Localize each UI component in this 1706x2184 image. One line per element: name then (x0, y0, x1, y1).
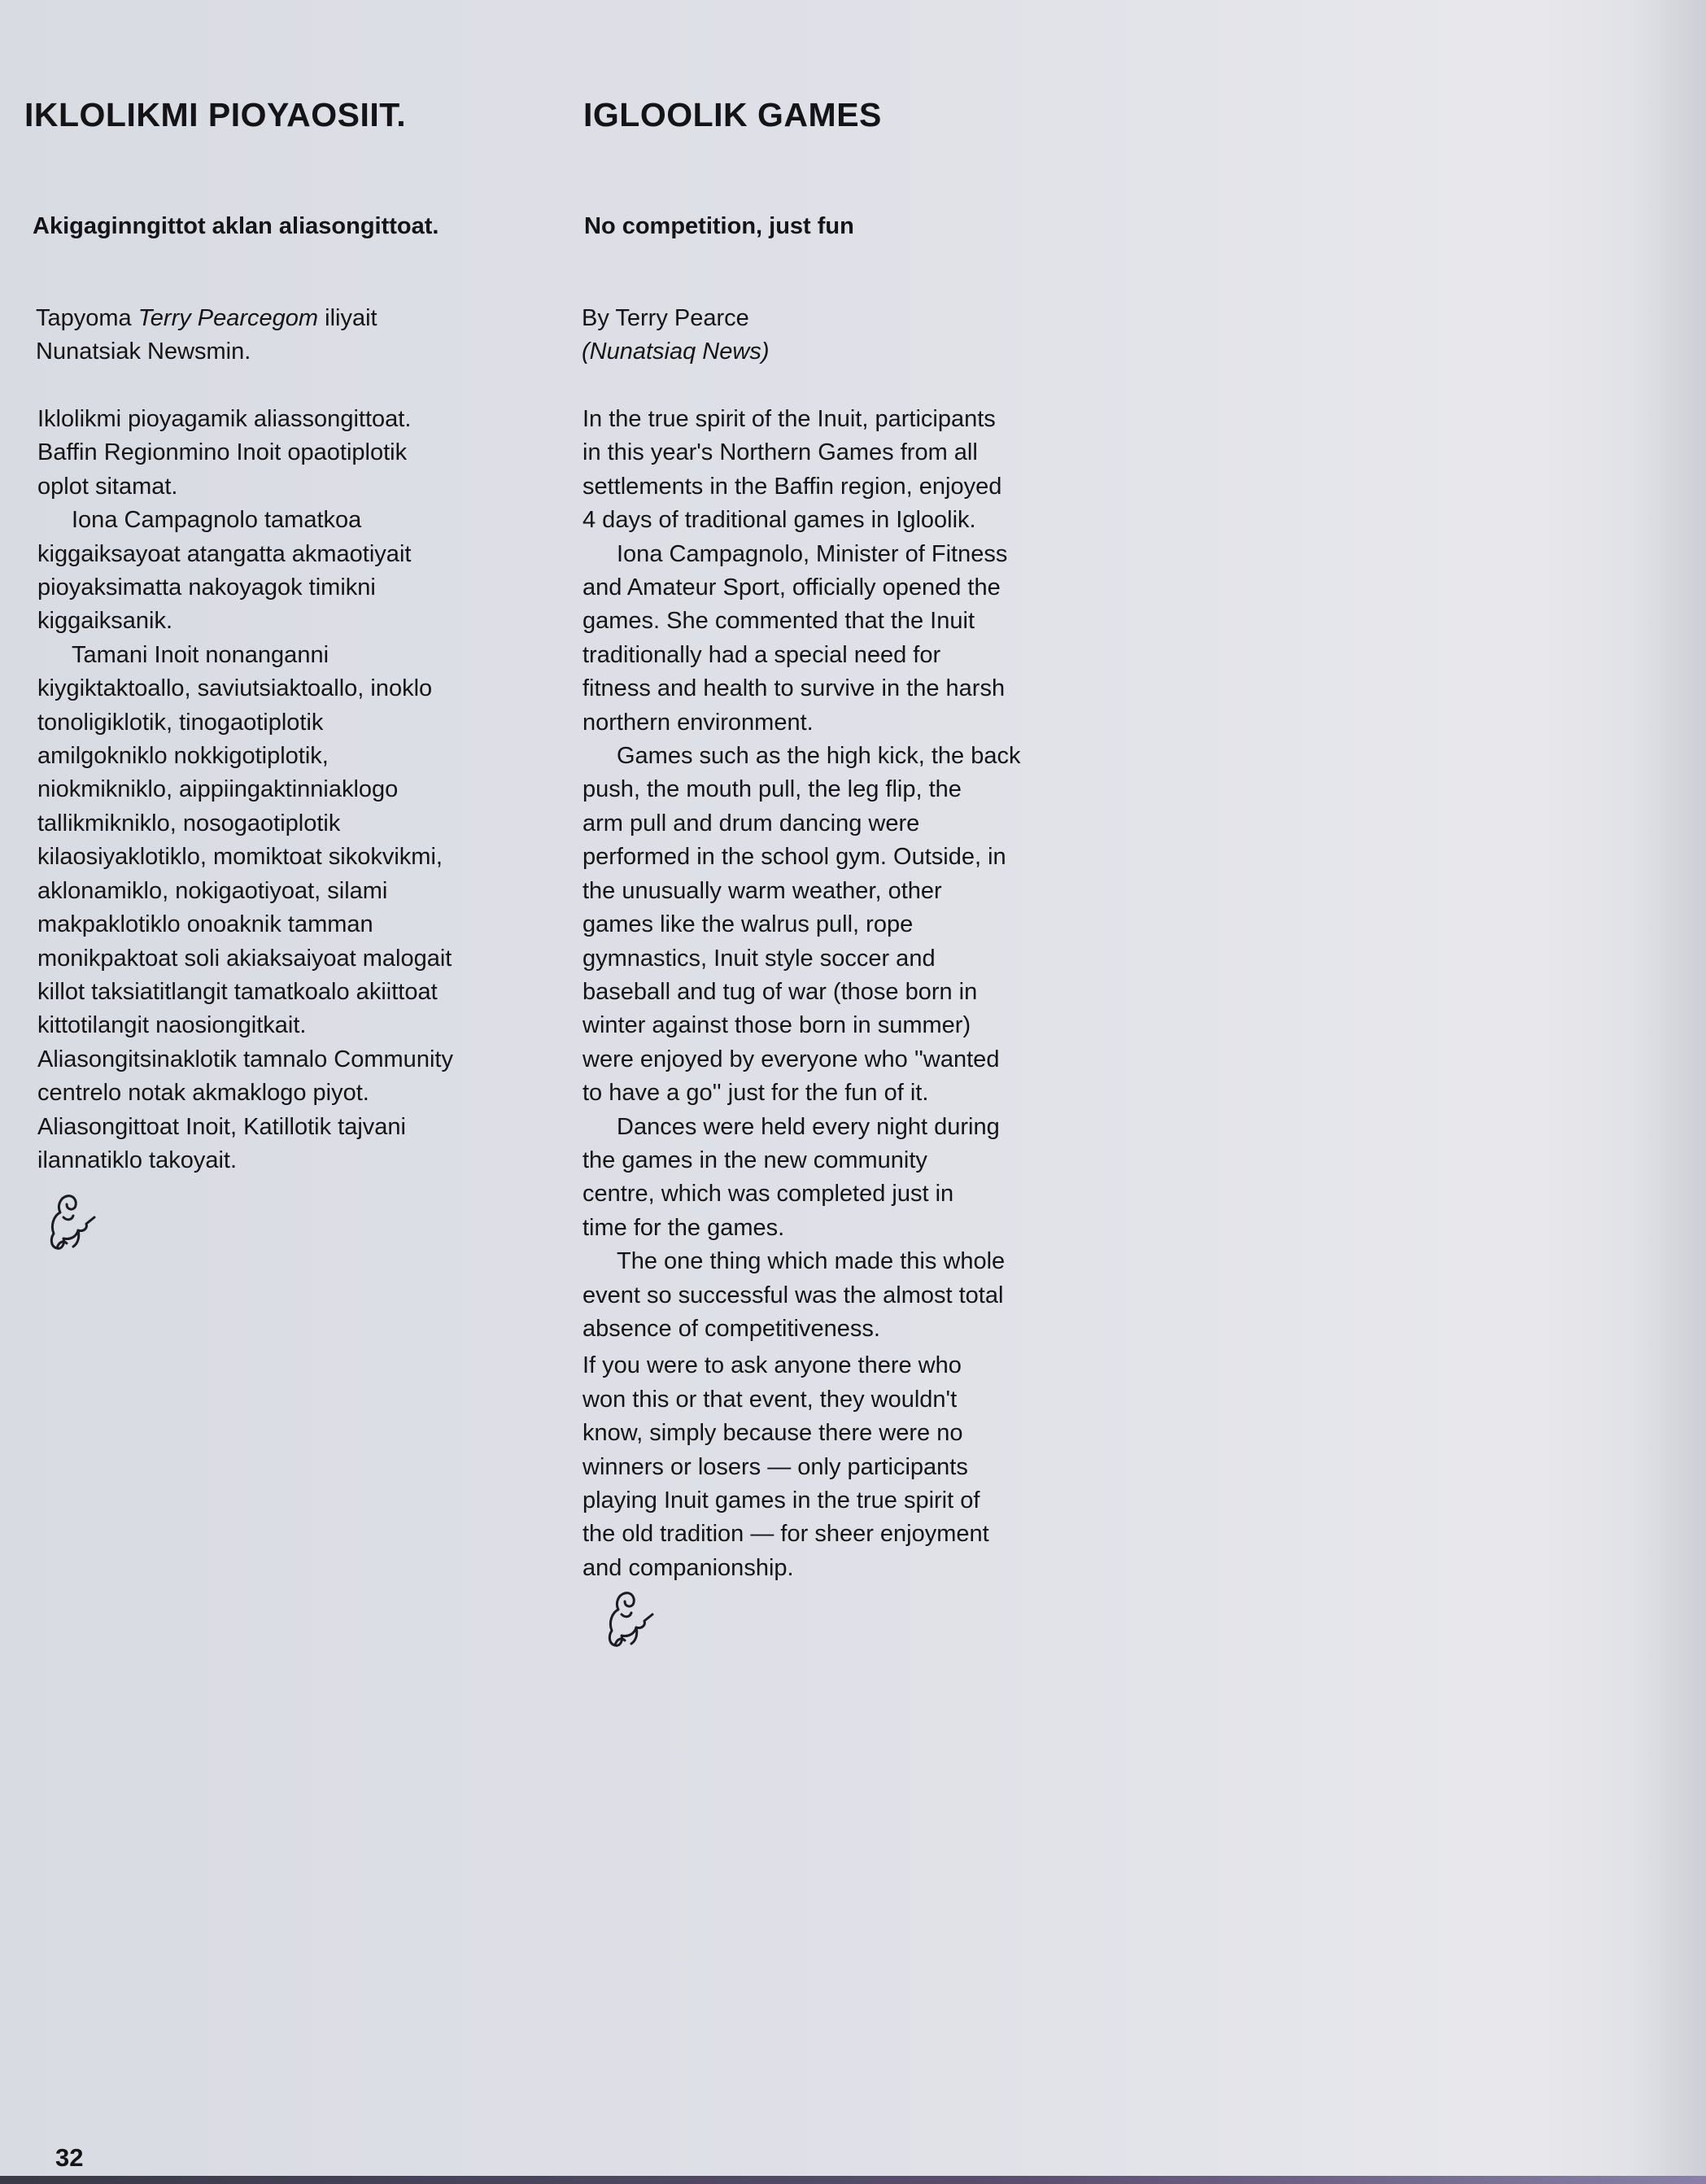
left-body-line: pioyaksimatta nakoyagok timikni (37, 574, 376, 601)
left-byline-author: Terry Pearcegom (137, 305, 319, 331)
left-byline-suffix: iliyait (318, 305, 377, 331)
right-body-line: If you were to ask anyone there who (582, 1352, 962, 1379)
right-subheading: No competition, just fun (584, 213, 854, 239)
left-body-line: Iona Campagnolo tamatkoa (72, 507, 362, 534)
left-body-line: makpaklotiklo onoaknik tamman (37, 911, 373, 938)
right-body-line: performed in the school gym. Outside, in (582, 844, 1006, 871)
right-byline (582, 302, 769, 369)
left-body-line: Tamani Inoit nonanganni (72, 641, 329, 668)
left-byline-prefix: Tapyoma (36, 305, 138, 331)
right-body-line: were enjoyed by everyone who ''wanted (582, 1046, 1000, 1072)
right-body-line: Games such as the high kick, the back (617, 743, 1021, 770)
left-body-line: kittotilangit naosiongitkait. (37, 1012, 307, 1039)
right-body-line: and Amateur Sport, officially opened the (582, 574, 1001, 601)
right-body-line: baseball and tug of war (those born in (582, 978, 978, 1005)
left-body-line: aklonamiklo, nokigaotiyoat, silami (37, 877, 388, 904)
left-body-line: Aliasongittoat Inoit, Katillotik tajvani (37, 1113, 406, 1140)
left-body-line: Iklolikmi pioyagamik aliassongittoat. (37, 406, 412, 432)
right-body-line: Dances were held every night during (617, 1113, 1000, 1140)
right-heading: IGLOOLIK GAMES (583, 96, 882, 133)
end-mark-icon (600, 1587, 657, 1652)
right-body-line: games like the walrus pull, rope (582, 911, 914, 938)
right-body-line: settlements in the Baffin region, enjoyed (582, 473, 1002, 500)
right-body-line: won this or that event, they wouldn't (582, 1386, 958, 1413)
right-body-line: 4 days of traditional games in Igloolik. (582, 507, 976, 534)
right-body-line: winners or losers — only participants (582, 1453, 968, 1480)
right-body-line: games. She commented that the Inuit (582, 608, 975, 635)
page-bottom-edge (0, 2176, 1706, 2184)
right-body-line: northern environment. (582, 709, 814, 736)
right-body-line: absence of competitiveness. (582, 1315, 880, 1342)
right-article-body (582, 403, 1020, 1585)
left-byline-source: Nunatsiak Newsmin. (36, 339, 251, 365)
left-byline (36, 302, 377, 369)
left-body-line: oplot sitamat. (37, 473, 178, 500)
left-body-line: amilgokniklo nokkigotiplotik, (37, 743, 329, 770)
page-number: 32 (55, 2143, 84, 2172)
left-body-line: kiygiktaktoallo, saviutsiaktoallo, inoklo (37, 675, 433, 702)
left-body-line: centrelo notak akmaklogo piyot. (37, 1080, 369, 1107)
left-body-line: kilaosiyaklotiklo, momiktoat sikokvikmi, (37, 844, 443, 871)
left-body-line: Baffin Regionmino Inoit opaotiplotik (37, 439, 408, 466)
right-body-line: to have a go'' just for the fun of it. (582, 1080, 929, 1107)
left-body-line: tallikmikniklo, nosogaotiplotik (37, 810, 341, 836)
right-body-line: In the true spirit of the Inuit, participants (582, 406, 996, 432)
right-body-line: in this year's Northern Games from all (582, 439, 978, 466)
right-body-line: the old tradition — for sheer enjoyment (582, 1521, 989, 1548)
right-body-line: fitness and health to survive in the harsh (582, 675, 1006, 702)
left-article-body (37, 403, 453, 1177)
right-body-line: time for the games. (582, 1214, 785, 1241)
page-edge-shadow (1633, 0, 1706, 2184)
left-body-line: kiggaiksayoat atangatta akmaotiyait (37, 540, 412, 567)
left-heading: IKLOLIKMI PIOYAOSIIT. (24, 96, 407, 133)
right-body-line: traditionally had a special need for (582, 641, 941, 668)
left-body-line: ilannatiklo takoyait. (37, 1147, 238, 1173)
left-body-line: monikpaktoat soli akiaksaiyoat malogait (37, 945, 452, 972)
right-body-line: push, the mouth pull, the leg flip, the (582, 776, 962, 803)
right-byline-author: By Terry Pearce (582, 305, 749, 331)
right-body-line: The one thing which made this whole (617, 1248, 1006, 1275)
right-body-line: arm pull and drum dancing were (582, 810, 920, 836)
right-body-line: the unusually warm weather, other (582, 877, 942, 904)
right-body-line: Iona Campagnolo, Minister of Fitness (617, 540, 1008, 567)
end-mark-icon (42, 1190, 99, 1255)
right-body-line: gymnastics, Inuit style soccer and (582, 945, 936, 972)
right-byline-source: (Nunatsiaq News) (582, 339, 770, 365)
right-body-line: event so successful was the almost total (582, 1282, 1004, 1308)
right-body-line: winter against those born in summer) (582, 1012, 971, 1039)
right-body-line: the games in the new community (582, 1147, 927, 1173)
right-body-line: playing Inuit games in the true spirit of (582, 1487, 980, 1514)
left-body-line: killot taksiatitlangit tamatkoalo akiittoat (37, 978, 438, 1005)
right-body-line: centre, which was completed just in (582, 1181, 954, 1208)
right-body-line: and companionship. (582, 1554, 794, 1581)
right-body-line: know, simply because there were no (582, 1420, 963, 1447)
left-body-line: niokmikniklo, aippiingaktinniaklogo (37, 776, 399, 803)
left-body-line: tonoligiklotik, tinogaotiplotik (37, 709, 324, 736)
left-subheading: Akigaginngittot aklan aliasongittoat. (33, 213, 439, 239)
left-body-line: Aliasongitsinaklotik tamnalo Community (37, 1046, 453, 1072)
left-body-line: kiggaiksanik. (37, 608, 173, 635)
